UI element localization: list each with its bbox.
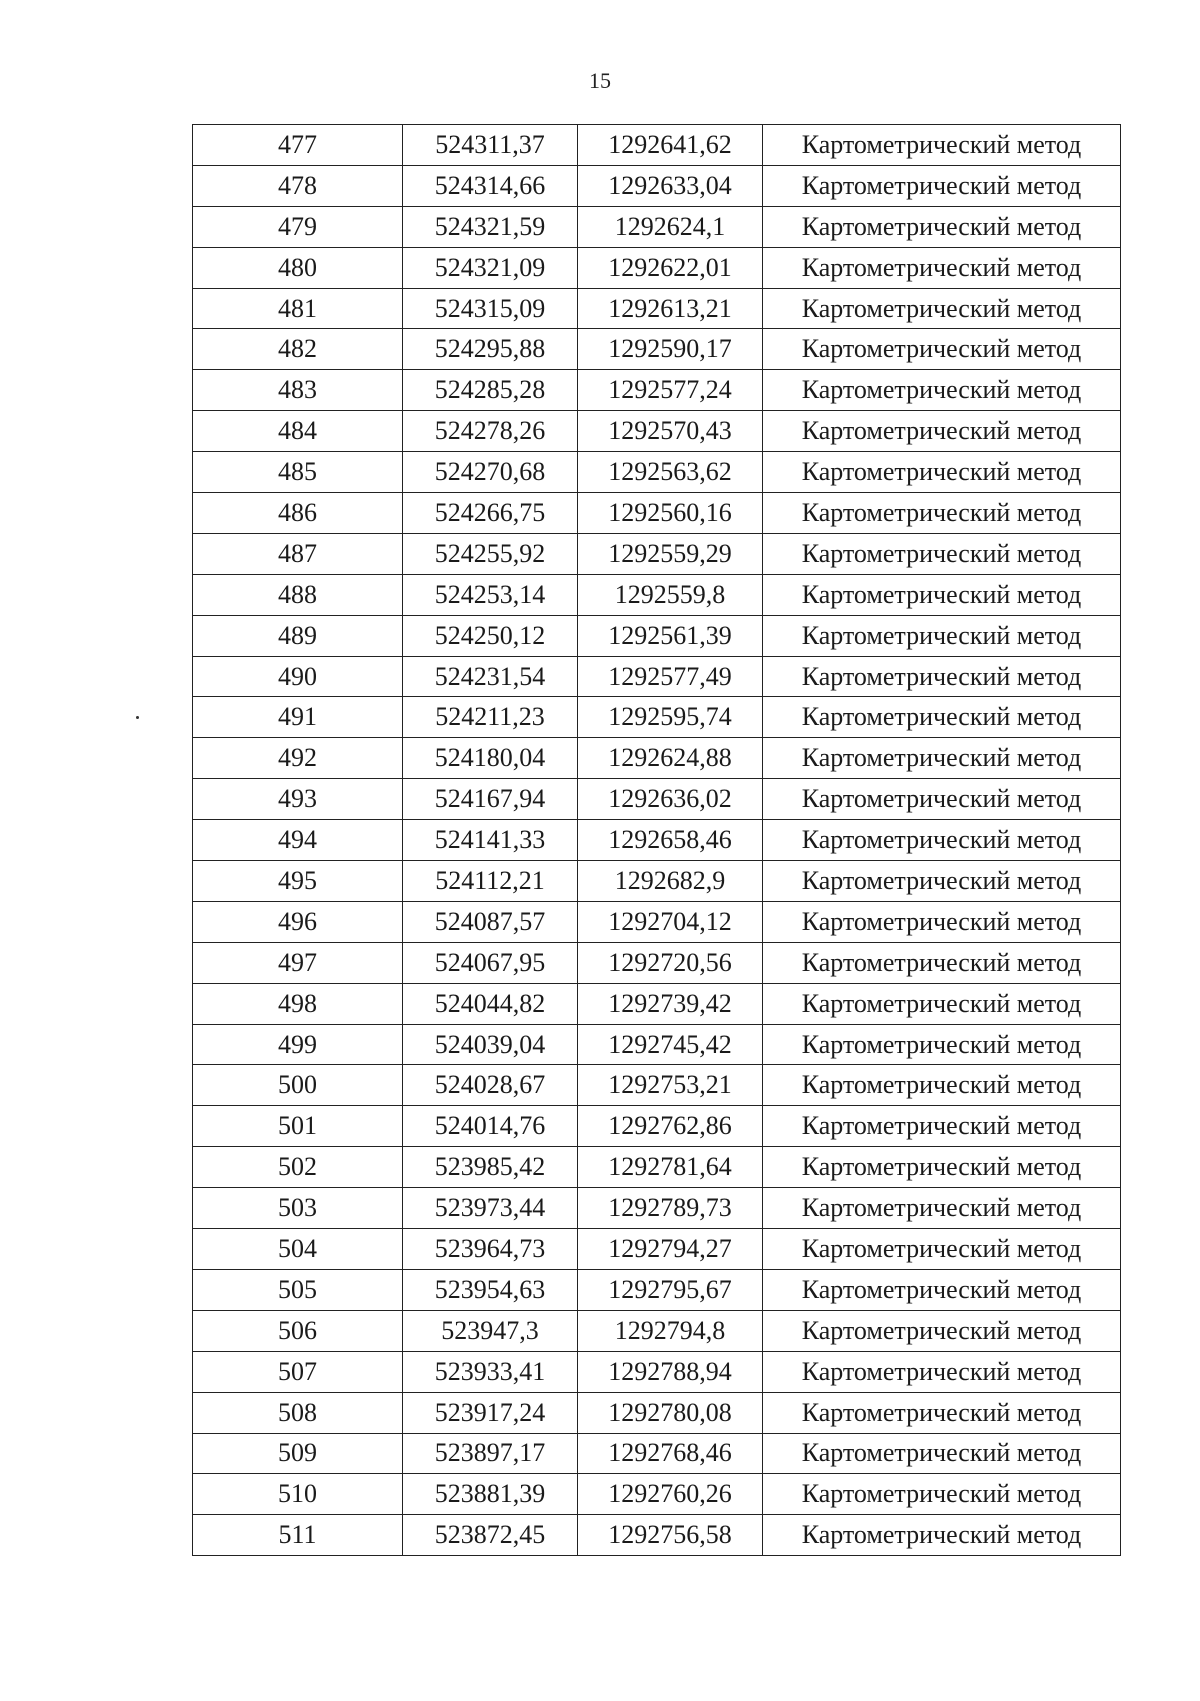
x-coordinate-cell: 524314,66 [403,165,578,206]
method-cell: Картометрический метод [763,820,1121,861]
table-row [193,697,1121,738]
point-number-cell: 511 [193,1515,403,1556]
method-cell: Картометрический метод [763,901,1121,942]
y-coordinate-cell: 1292789,73 [578,1188,763,1229]
method-cell: Картометрический метод [763,1310,1121,1351]
y-coordinate-cell: 1292577,24 [578,370,763,411]
table-row [193,1310,1121,1351]
y-coordinate-cell: 1292624,88 [578,738,763,779]
method-cell: Картометрический метод [763,615,1121,656]
method-cell: Картометрический метод [763,329,1121,370]
x-coordinate-cell: 524285,28 [403,370,578,411]
x-coordinate-cell: 524295,88 [403,329,578,370]
point-number-cell: 508 [193,1392,403,1433]
method-cell: Картометрический метод [763,1106,1121,1147]
y-coordinate-cell: 1292570,43 [578,411,763,452]
y-coordinate-cell: 1292794,8 [578,1310,763,1351]
point-number-cell: 502 [193,1147,403,1188]
point-number-cell: 483 [193,370,403,411]
point-number-cell: 482 [193,329,403,370]
table-row [193,574,1121,615]
x-coordinate-cell: 523947,3 [403,1310,578,1351]
table-row [193,779,1121,820]
y-coordinate-cell: 1292613,21 [578,288,763,329]
point-number-cell: 487 [193,533,403,574]
x-coordinate-cell: 524112,21 [403,861,578,902]
point-number-cell: 491 [193,697,403,738]
table-row [193,533,1121,574]
y-coordinate-cell: 1292794,27 [578,1229,763,1270]
point-number-cell: 503 [193,1188,403,1229]
method-cell: Картометрический метод [763,288,1121,329]
point-number-cell: 500 [193,1065,403,1106]
point-number-cell: 489 [193,615,403,656]
y-coordinate-cell: 1292780,08 [578,1392,763,1433]
method-cell: Картометрический метод [763,1269,1121,1310]
x-coordinate-cell: 524278,26 [403,411,578,452]
table-row [193,1269,1121,1310]
x-coordinate-cell: 523985,42 [403,1147,578,1188]
point-number-cell: 499 [193,1024,403,1065]
method-cell: Картометрический метод [763,1392,1121,1433]
point-number-cell: 504 [193,1229,403,1270]
x-coordinate-cell: 523954,63 [403,1269,578,1310]
y-coordinate-cell: 1292682,9 [578,861,763,902]
x-coordinate-cell: 524087,57 [403,901,578,942]
point-number-cell: 505 [193,1269,403,1310]
table-row [193,1229,1121,1270]
table-row [193,1106,1121,1147]
method-cell: Картометрический метод [763,861,1121,902]
x-coordinate-cell: 524255,92 [403,533,578,574]
x-coordinate-cell: 524270,68 [403,452,578,493]
y-coordinate-cell: 1292559,29 [578,533,763,574]
point-number-cell: 510 [193,1474,403,1515]
x-coordinate-cell: 524028,67 [403,1065,578,1106]
y-coordinate-cell: 1292590,17 [578,329,763,370]
y-coordinate-cell: 1292788,94 [578,1351,763,1392]
y-coordinate-cell: 1292760,26 [578,1474,763,1515]
coordinates-table-body [193,125,1121,1556]
x-coordinate-cell: 523964,73 [403,1229,578,1270]
table-row [193,1147,1121,1188]
method-cell: Картометрический метод [763,738,1121,779]
table-row [193,901,1121,942]
x-coordinate-cell: 523973,44 [403,1188,578,1229]
y-coordinate-cell: 1292636,02 [578,779,763,820]
table-row [193,983,1121,1024]
x-coordinate-cell: 524266,75 [403,493,578,534]
point-number-cell: 484 [193,411,403,452]
table-row [193,370,1121,411]
point-number-cell: 509 [193,1433,403,1474]
table-row [193,411,1121,452]
x-coordinate-cell: 524253,14 [403,574,578,615]
point-number-cell: 477 [193,125,403,166]
y-coordinate-cell: 1292641,62 [578,125,763,166]
table-row [193,615,1121,656]
y-coordinate-cell: 1292756,58 [578,1515,763,1556]
table-row [193,329,1121,370]
point-number-cell: 479 [193,206,403,247]
method-cell: Картометрический метод [763,1065,1121,1106]
method-cell: Картометрический метод [763,1147,1121,1188]
y-coordinate-cell: 1292704,12 [578,901,763,942]
method-cell: Картометрический метод [763,1515,1121,1556]
method-cell: Картометрический метод [763,574,1121,615]
y-coordinate-cell: 1292795,67 [578,1269,763,1310]
y-coordinate-cell: 1292739,42 [578,983,763,1024]
x-coordinate-cell: 523881,39 [403,1474,578,1515]
method-cell: Картометрический метод [763,1188,1121,1229]
x-coordinate-cell: 524211,23 [403,697,578,738]
table-row [193,1392,1121,1433]
x-coordinate-cell: 524250,12 [403,615,578,656]
point-number-cell: 488 [193,574,403,615]
method-cell: Картометрический метод [763,493,1121,534]
y-coordinate-cell: 1292781,64 [578,1147,763,1188]
table-row [193,1024,1121,1065]
y-coordinate-cell: 1292720,56 [578,942,763,983]
table-row [193,1351,1121,1392]
table-row [193,861,1121,902]
x-coordinate-cell: 524311,37 [403,125,578,166]
x-coordinate-cell: 523933,41 [403,1351,578,1392]
table-row [193,247,1121,288]
method-cell: Картометрический метод [763,533,1121,574]
y-coordinate-cell: 1292753,21 [578,1065,763,1106]
point-number-cell: 486 [193,493,403,534]
y-coordinate-cell: 1292560,16 [578,493,763,534]
method-cell: Картометрический метод [763,656,1121,697]
point-number-cell: 497 [193,942,403,983]
method-cell: Картометрический метод [763,452,1121,493]
method-cell: Картометрический метод [763,697,1121,738]
y-coordinate-cell: 1292595,74 [578,697,763,738]
method-cell: Картометрический метод [763,125,1121,166]
table-row [193,656,1121,697]
y-coordinate-cell: 1292622,01 [578,247,763,288]
page-number: 15 [589,68,611,93]
table-row [193,493,1121,534]
point-number-cell: 485 [193,452,403,493]
table-row [193,165,1121,206]
y-coordinate-cell: 1292762,86 [578,1106,763,1147]
x-coordinate-cell: 524167,94 [403,779,578,820]
x-coordinate-cell: 523872,45 [403,1515,578,1556]
table-row [193,1474,1121,1515]
method-cell: Картометрический метод [763,1351,1121,1392]
method-cell: Картометрический метод [763,165,1121,206]
y-coordinate-cell: 1292624,1 [578,206,763,247]
point-number-cell: 507 [193,1351,403,1392]
y-coordinate-cell: 1292559,8 [578,574,763,615]
point-number-cell: 495 [193,861,403,902]
method-cell: Картометрический метод [763,370,1121,411]
y-coordinate-cell: 1292745,42 [578,1024,763,1065]
y-coordinate-cell: 1292577,49 [578,656,763,697]
x-coordinate-cell: 524231,54 [403,656,578,697]
point-number-cell: 478 [193,165,403,206]
x-coordinate-cell: 524180,04 [403,738,578,779]
table-row [193,452,1121,493]
y-coordinate-cell: 1292561,39 [578,615,763,656]
x-coordinate-cell: 524014,76 [403,1106,578,1147]
point-number-cell: 498 [193,983,403,1024]
point-number-cell: 506 [193,1310,403,1351]
method-cell: Картометрический метод [763,411,1121,452]
y-coordinate-cell: 1292658,46 [578,820,763,861]
x-coordinate-cell: 524141,33 [403,820,578,861]
point-number-cell: 492 [193,738,403,779]
point-number-cell: 481 [193,288,403,329]
point-number-cell: 490 [193,656,403,697]
table-row [193,1065,1121,1106]
method-cell: Картометрический метод [763,942,1121,983]
method-cell: Картометрический метод [763,1474,1121,1515]
point-number-cell: 493 [193,779,403,820]
point-number-cell: 496 [193,901,403,942]
point-number-cell: 501 [193,1106,403,1147]
x-coordinate-cell: 524315,09 [403,288,578,329]
table-row [193,288,1121,329]
method-cell: Картометрический метод [763,1229,1121,1270]
x-coordinate-cell: 524044,82 [403,983,578,1024]
method-cell: Картометрический метод [763,983,1121,1024]
coordinates-table [192,124,1121,1556]
point-number-cell: 480 [193,247,403,288]
x-coordinate-cell: 524039,04 [403,1024,578,1065]
method-cell: Картометрический метод [763,247,1121,288]
scan-speck [136,716,139,719]
method-cell: Картометрический метод [763,206,1121,247]
table-row [193,1188,1121,1229]
y-coordinate-cell: 1292633,04 [578,165,763,206]
x-coordinate-cell: 523917,24 [403,1392,578,1433]
table-row [193,125,1121,166]
table-row [193,1515,1121,1556]
x-coordinate-cell: 524321,09 [403,247,578,288]
table-row [193,206,1121,247]
method-cell: Картометрический метод [763,779,1121,820]
x-coordinate-cell: 524067,95 [403,942,578,983]
table-row [193,738,1121,779]
x-coordinate-cell: 524321,59 [403,206,578,247]
table-row [193,1433,1121,1474]
method-cell: Картометрический метод [763,1433,1121,1474]
y-coordinate-cell: 1292563,62 [578,452,763,493]
point-number-cell: 494 [193,820,403,861]
method-cell: Картометрический метод [763,1024,1121,1065]
table-row [193,942,1121,983]
table-row [193,820,1121,861]
y-coordinate-cell: 1292768,46 [578,1433,763,1474]
x-coordinate-cell: 523897,17 [403,1433,578,1474]
